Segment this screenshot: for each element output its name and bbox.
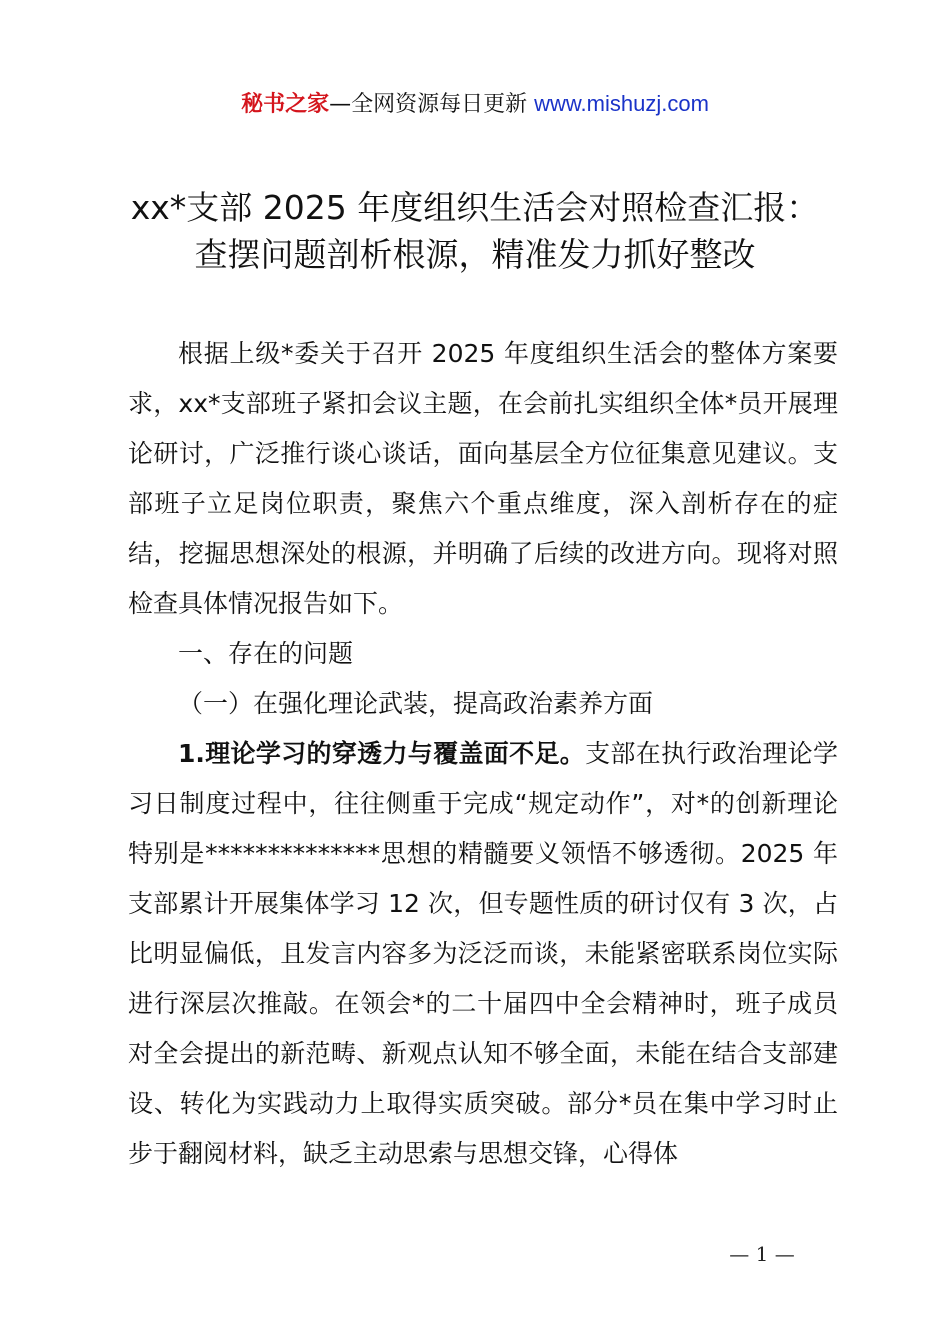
document-body [128, 329, 838, 1179]
site-url-link[interactable]: www.mishuzj.com [534, 91, 709, 116]
point-title-1: 1.理论学习的穿透力与覆盖面不足。 [178, 739, 586, 768]
title-line-2: 查摆问题剖析根源，精准发力抓好整改 [194, 235, 756, 274]
section-heading-1: 一、存在的问题 [178, 639, 354, 668]
site-header [0, 88, 950, 121]
point-paragraph-1 [128, 729, 838, 1179]
point-text-1: 支部在执行政治理论学习日制度过程中，往往侧重于完成“规定动作”，对*的创新理论特别是**************思想的精髓要义领悟不够透彻。2025 年支部累计开展集体学习 12 次，但专题性质的研讨仅有 3 次，占比明显偏低，且发言内容多为泛泛而谈，未能紧密联系岗位实际进行深层次推敲。在领会*的二十届四中全会精神时，班子成员对全会提出的新范畴、新观点认知不够全面，未能在结合支部建设、转化为实践动力上取得实质突破。部分*员在集中学习时止步于翻阅材料，缺乏主动思索与思想交锋，心得体 [128, 739, 838, 1168]
subsection-heading-1: （一）在强化理论武装，提高政治素养方面 [178, 689, 654, 718]
page-number: — 1 — [729, 1242, 795, 1266]
site-brand: 秘书之家 [241, 92, 330, 117]
document-title [60, 184, 890, 278]
site-slogan: —全网资源每日更新 [329, 92, 535, 117]
title-line-1: xx*支部 2025 年度组织生活会对照检查汇报： [130, 188, 820, 227]
intro-paragraph: 根据上级*委关于召开 2025 年度组织生活会的整体方案要求，xx*支部班子紧扣会议主题，在会前扎实组织全体*员开展理论研讨，广泛推行谈心谈话，面向基层全方位征集意见建议。支部班子立足岗位职责，聚焦六个重点维度，深入剖析存在的症结，挖掘思想深处的根源，并明确了后续的改进方向。现将对照检查具体情况报告如下。 [128, 339, 838, 618]
